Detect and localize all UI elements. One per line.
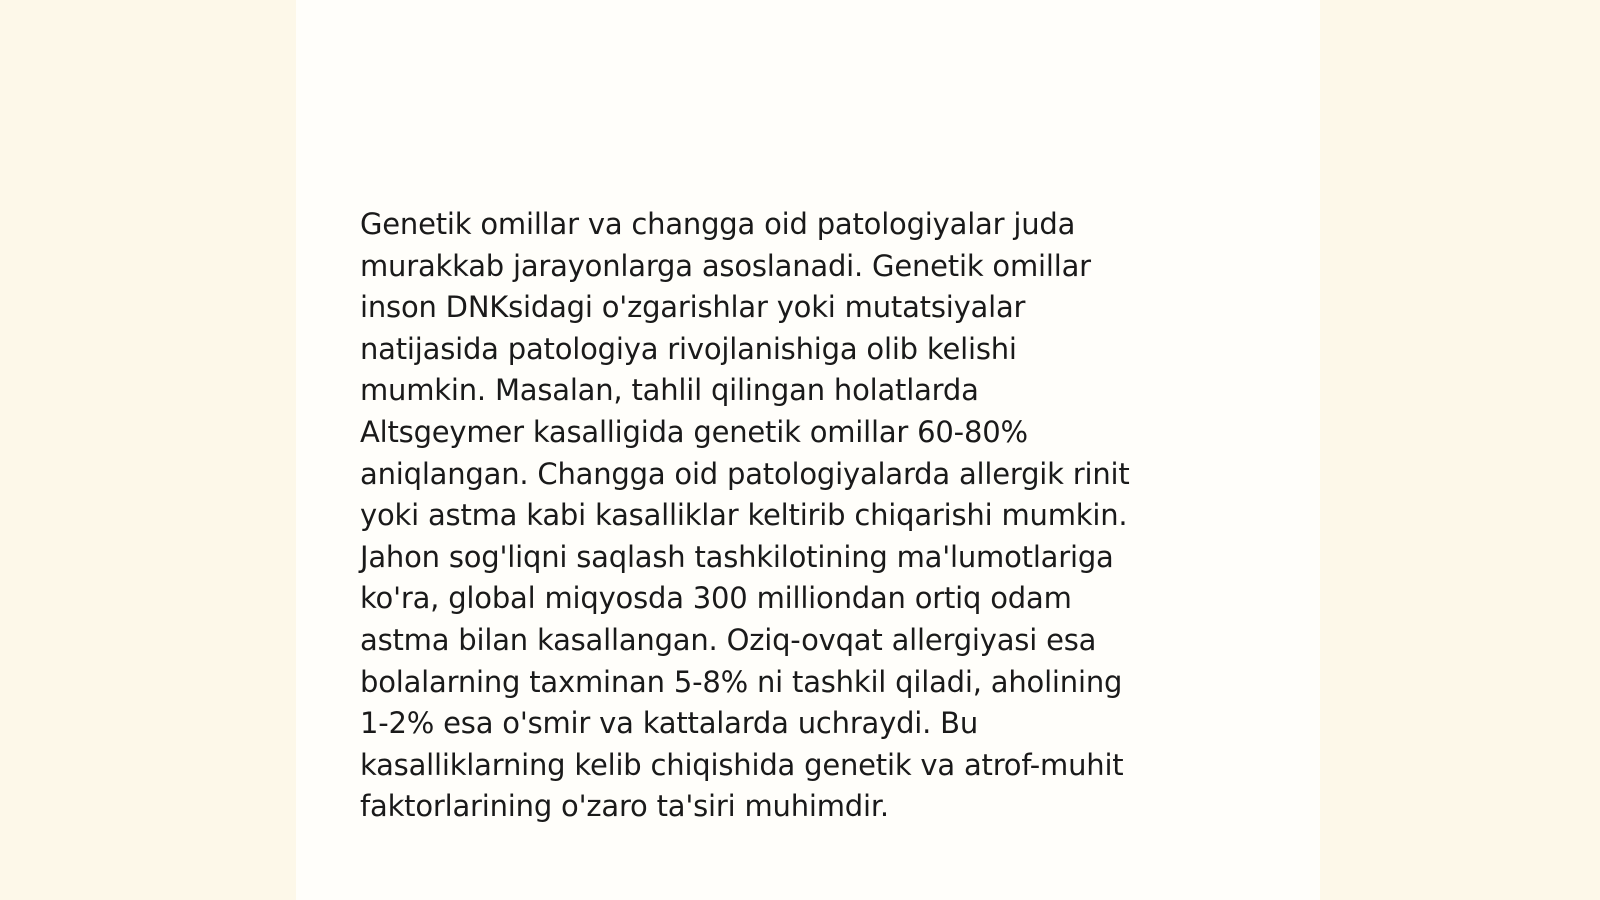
body-paragraph: Genetik omillar va changga oid patologiyalar juda murakkab jarayonlarga asoslanadi. Genetik omillar inson DNKsidagi o'zgarishlar yoki mutatsiyalar natijasida patologiya rivojlanishiga olib kelishi mumkin. Masalan, tahlil qilingan holatlarda Altsgeymer kasalligida genetik omillar 60-80% aniqlangan. Changga oid patologiyalarda allergik rinit yoki astma kabi kasalliklar keltirib chiqarishi mumkin. Jahon sog'liqni saqlash tashkilotining ma'lumotlariga ko'ra, global miqyosda 300 milliondan ortiq odam astma bilan kasallangan. Oziq-ovqat allergiyasi esa bolalarning taxminan 5-8% ni tashkil qiladi, aholining 1-2% esa o'smir va kattalarda uchraydi. Bu kasalliklarning kelib chiqishida genetik va atrof-muhit faktorlarining o'zaro ta'siri muhimdir. [360, 207, 1130, 824]
document-page [296, 0, 1320, 900]
